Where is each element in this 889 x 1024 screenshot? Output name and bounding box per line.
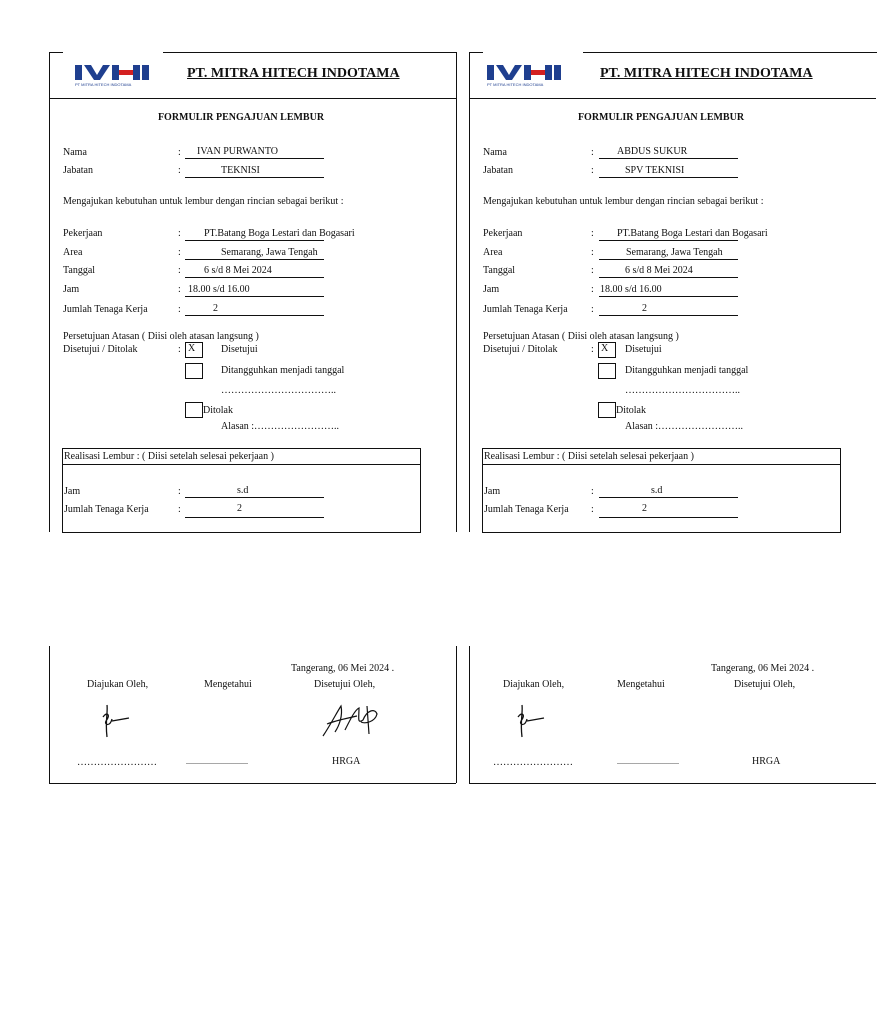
underline xyxy=(599,277,738,278)
value-realisasi-jam: s.d xyxy=(237,485,249,496)
colon: : xyxy=(591,247,594,258)
label-jumlah: Jumlah Tenaga Kerja xyxy=(63,304,148,315)
diajukan-label: Diajukan Oleh, xyxy=(503,679,565,690)
value-jumlah: 2 xyxy=(213,303,218,314)
underline xyxy=(599,177,738,178)
label-jam: Jam xyxy=(63,284,80,295)
colon: : xyxy=(178,147,181,158)
logo-caption: PT MITRA HITECH INDOTAMA xyxy=(487,82,544,87)
signature-hrga-image xyxy=(319,700,383,740)
signature-applicant-image xyxy=(514,703,548,741)
colon: : xyxy=(591,228,594,239)
underline xyxy=(599,296,738,297)
underline xyxy=(185,177,324,178)
approval-heading: Persetujuan Atasan ( Diisi oleh atasan langsung ) xyxy=(63,331,259,342)
frame-top-left xyxy=(49,52,63,53)
value-realisasi-jumlah: 2 xyxy=(642,503,647,514)
option-ditolak: Ditolak xyxy=(616,405,646,416)
label-jabatan: Jabatan xyxy=(483,165,513,176)
intro-text: Mengajukan kebutuhan untuk lembur dengan rincian sebagai berikut : xyxy=(63,196,344,207)
option-ditangguhkan: Ditangguhkan menjadi tanggal xyxy=(221,365,345,376)
underline xyxy=(185,315,324,316)
colon: : xyxy=(591,344,594,355)
company-logo xyxy=(73,62,151,88)
mengetahui-label: Mengetahui xyxy=(617,679,665,690)
frame-top xyxy=(583,52,877,53)
label-realisasi-jumlah: Jumlah Tenaga Kerja xyxy=(64,504,149,515)
mengetahui-label: Mengetahui xyxy=(204,679,252,690)
postpone-date-dots: …………………………….. xyxy=(221,385,336,396)
sig-frame-right xyxy=(456,646,457,783)
form-title: FORMULIR PENGAJUAN LEMBUR xyxy=(577,112,745,123)
realization-heading: Realisasi Lembur : ( Diisi setelah selesai pekerjaan ) xyxy=(64,451,274,462)
underline xyxy=(185,277,324,278)
label-realisasi-jumlah: Jumlah Tenaga Kerja xyxy=(484,504,569,515)
frame-right xyxy=(456,52,457,532)
label-jumlah: Jumlah Tenaga Kerja xyxy=(483,304,568,315)
underline xyxy=(599,517,738,518)
option-disetujui: Disetujui xyxy=(221,344,258,355)
underline xyxy=(185,497,324,498)
checkbox-ditolak[interactable] xyxy=(185,402,203,418)
frame-top xyxy=(163,52,457,53)
form-title: FORMULIR PENGAJUAN LEMBUR xyxy=(157,112,325,123)
realization-divider xyxy=(62,464,421,465)
value-jabatan: TEKNISI xyxy=(221,165,260,176)
underline xyxy=(185,158,324,159)
approval-heading: Persetujuan Atasan ( Diisi oleh atasan langsung ) xyxy=(483,331,679,342)
colon: : xyxy=(591,265,594,276)
label-jabatan: Jabatan xyxy=(63,165,93,176)
hrga-label: HRGA xyxy=(752,756,781,767)
value-jumlah: 2 xyxy=(642,303,647,314)
label-tanggal: Tanggal xyxy=(63,265,96,276)
place-date: Tangerang, 06 Mei 2024 . xyxy=(291,663,395,674)
sig-frame-left xyxy=(49,646,50,783)
label-pekerjaan: Pekerjaan xyxy=(483,228,523,239)
frame-left xyxy=(469,52,470,532)
intro-text: Mengajukan kebutuhan untuk lembur dengan rincian sebagai berikut : xyxy=(483,196,764,207)
value-realisasi-jam: s.d xyxy=(651,485,663,496)
disetujui-oleh-label: Disetujui Oleh, xyxy=(314,679,376,690)
colon: : xyxy=(178,165,181,176)
hrga-label: HRGA xyxy=(332,756,361,767)
label-nama: Nama xyxy=(63,147,87,158)
dots-acknowledger: ............................... xyxy=(186,757,248,766)
option-ditangguhkan: Ditangguhkan menjadi tanggal xyxy=(625,365,749,376)
sig-frame-bottom xyxy=(469,783,876,784)
checkbox-ditolak[interactable] xyxy=(598,402,616,418)
colon: : xyxy=(591,304,594,315)
label-jam: Jam xyxy=(483,284,500,295)
colon: : xyxy=(178,304,181,315)
checkbox-disetujui[interactable]: X xyxy=(185,342,203,358)
label-area: Area xyxy=(63,247,83,258)
checkbox-disetujui[interactable]: X xyxy=(598,342,616,358)
colon: : xyxy=(178,344,181,355)
colon: : xyxy=(178,228,181,239)
underline xyxy=(185,517,324,518)
place-date: Tangerang, 06 Mei 2024 . xyxy=(711,663,815,674)
value-realisasi-jumlah: 2 xyxy=(237,503,242,514)
value-tanggal: 6 s/d 8 Mei 2024 xyxy=(204,265,272,276)
company-logo xyxy=(485,62,563,88)
option-disetujui: Disetujui xyxy=(625,344,662,355)
diajukan-label: Diajukan Oleh, xyxy=(87,679,149,690)
label-area: Area xyxy=(483,247,503,258)
underline xyxy=(599,240,738,241)
realization-heading: Realisasi Lembur : ( Diisi setelah selesai pekerjaan ) xyxy=(484,451,694,462)
company-name: PT. MITRA HITECH INDOTAMA xyxy=(600,66,813,81)
label-tanggal: Tanggal xyxy=(483,265,516,276)
colon: : xyxy=(591,504,594,515)
dots-acknowledger: ............................... xyxy=(617,757,679,766)
colon: : xyxy=(591,147,594,158)
realization-divider xyxy=(482,464,841,465)
option-ditolak: Ditolak xyxy=(203,405,233,416)
disetujui-oleh-label: Disetujui Oleh, xyxy=(734,679,796,690)
company-name: PT. MITRA HITECH INDOTAMA xyxy=(187,66,400,81)
underline xyxy=(599,158,738,159)
value-nama: ABDUS SUKUR xyxy=(617,146,688,157)
value-pekerjaan: PT.Batang Boga Lestari dan Bogasari xyxy=(617,228,768,239)
label-nama: Nama xyxy=(483,147,507,158)
value-pekerjaan: PT.Batang Boga Lestari dan Bogasari xyxy=(204,228,355,239)
overtime-form-1 xyxy=(49,0,469,1024)
label-realisasi-jam: Jam xyxy=(484,486,501,497)
colon: : xyxy=(178,486,181,497)
dots-applicant: …………………… xyxy=(77,757,157,768)
checkbox-ditangguhkan[interactable] xyxy=(185,363,203,379)
value-jam: 18.00 s/d 16.00 xyxy=(600,284,662,295)
colon: : xyxy=(178,284,181,295)
checkbox-ditangguhkan[interactable] xyxy=(598,363,616,379)
value-area: Semarang, Jawa Tengah xyxy=(626,247,723,258)
value-area: Semarang, Jawa Tengah xyxy=(221,247,318,258)
colon: : xyxy=(591,165,594,176)
frame-top-left xyxy=(469,52,483,53)
sig-frame-bottom xyxy=(49,783,456,784)
underline xyxy=(599,259,738,260)
label-pekerjaan: Pekerjaan xyxy=(63,228,103,239)
underline xyxy=(185,296,324,297)
underline xyxy=(599,315,738,316)
reason-dots: Alasan :…………………….. xyxy=(625,421,744,432)
frame-left xyxy=(49,52,50,532)
header-divider xyxy=(49,98,456,99)
value-jam: 18.00 s/d 16.00 xyxy=(188,284,250,295)
dots-applicant: …………………… xyxy=(493,757,573,768)
colon: : xyxy=(178,247,181,258)
colon: : xyxy=(591,486,594,497)
label-disetujui-ditolak: Disetujui / Ditolak xyxy=(483,344,558,355)
reason-dots: Alasan :…………………….. xyxy=(221,421,340,432)
overtime-form-2 xyxy=(469,0,889,1024)
sig-frame-left xyxy=(469,646,470,783)
postpone-date-dots: …………………………….. xyxy=(625,385,740,396)
value-nama: IVAN PURWANTO xyxy=(197,146,279,157)
header-divider xyxy=(469,98,876,99)
underline xyxy=(599,497,738,498)
value-tanggal: 6 s/d 8 Mei 2024 xyxy=(625,265,693,276)
underline xyxy=(185,240,324,241)
colon: : xyxy=(178,265,181,276)
label-realisasi-jam: Jam xyxy=(64,486,81,497)
label-disetujui-ditolak: Disetujui / Ditolak xyxy=(63,344,138,355)
value-jabatan: SPV TEKNISI xyxy=(625,165,685,176)
colon: : xyxy=(591,284,594,295)
underline xyxy=(185,259,324,260)
signature-applicant-image xyxy=(99,703,133,741)
logo-caption: PT MITRA HITECH INDOTAMA xyxy=(75,82,132,87)
colon: : xyxy=(178,504,181,515)
